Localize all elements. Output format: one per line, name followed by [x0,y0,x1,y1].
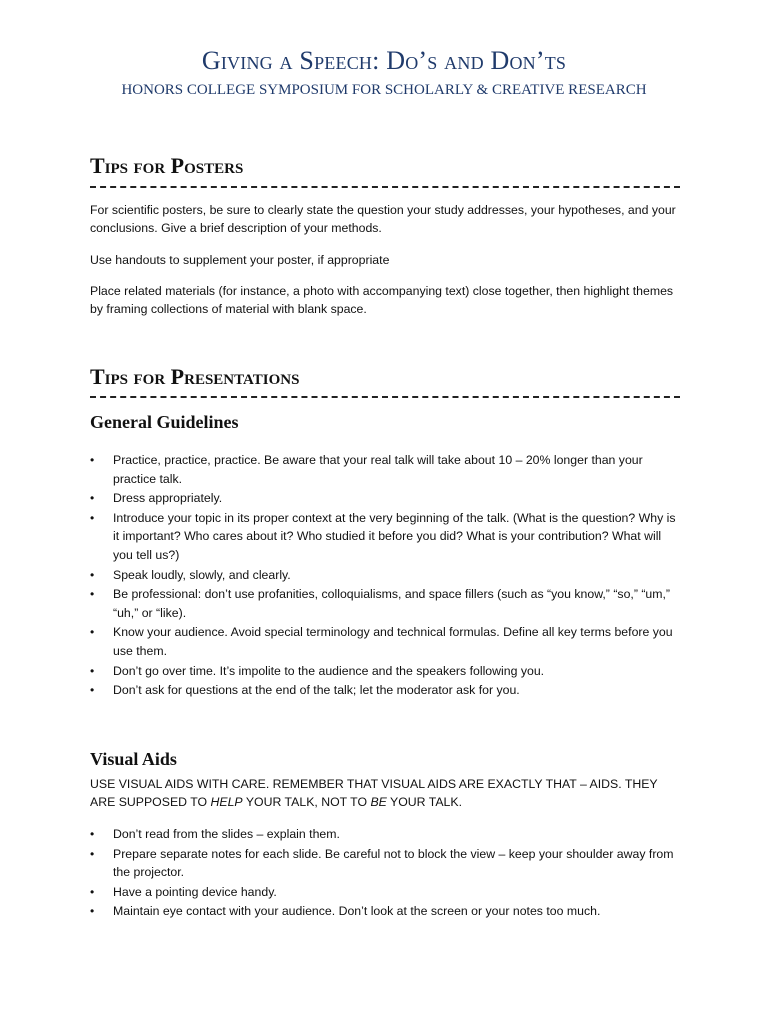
section-divider [90,396,680,398]
bullet-icon: • [90,884,95,899]
section-divider [90,186,680,188]
page-title: Giving a Speech: Do’s and Don’ts [201,46,567,75]
list-item: • Be professional: don’t use profanities, colloquialisms, and space fillers (such as “you know,” “so,” “um,” “uh,” or “like). [90,587,671,620]
bullet-icon: • [90,904,95,919]
list-item: • Dress appropriately. [90,489,682,508]
list-item: • Practice, practice, practice. Be aware that your real talk will take about 10 – 20% longer than your practice talk. [90,453,643,486]
list-item: • Don’t read from the slides – explain them. [90,825,682,844]
bullet-icon: • [90,827,95,841]
bullet-icon: • [90,567,95,582]
list-item: • Know your audience. Avoid special terminology and technical formulas. Define all key terms before you use them. [90,625,673,658]
subheading-general-guidelines: General Guidelines [90,412,239,432]
bullet-icon: • [90,453,95,467]
general-guidelines-list [90,451,682,701]
list-item: • Maintain eye contact with your audience. Don’t look at the screen or your notes too much. [90,902,682,921]
list-item: • Don’t go over time. It’s impolite to the audience and the speakers following you. [90,662,682,681]
list-item: • Introduce your topic in its proper context at the very beginning of the talk. (What is the question? Why is it important? Who cares about it? Who studied it before you did? What is your contribution? What will you tell us?) [90,510,676,562]
poster-tip-paragraph: Place related materials (for instance, a photo with accompanying text) close together, then highlight themes by framing collections of material with blank space. [90,284,674,316]
list-item: • Prepare separate notes for each slide. Be careful not to block the view – keep your shoulder away from the projector. [90,846,674,880]
bullet-icon: • [90,846,95,861]
list-item: • Speak loudly, slowly, and clearly. [90,566,682,585]
section-heading-presentations: Tips for Presentations [90,364,300,389]
list-item: • Have a pointing device handy. [90,883,682,902]
subheading-visual-aids: Visual Aids [90,749,177,769]
bullet-icon: • [90,491,95,506]
bullet-icon: • [90,510,95,525]
page-subtitle: HONORS COLLEGE SYMPOSIUM FOR SCHOLARLY & CREATIVE RESEARCH [121,82,647,98]
poster-tip-paragraph: Use handouts to supplement your poster, if appropriate [90,253,390,267]
bullet-icon: • [90,625,95,640]
visual-aids-intro: USE VISUAL AIDS WITH CARE. REMEMBER THAT VISUAL AIDS ARE EXACTLY THAT – AIDS. THEY ARE SUPPOSED TO HELP YOUR TALK, NOT TO BE YOUR TALK. [90,777,658,809]
visual-aids-list [90,825,682,922]
bullet-icon: • [90,683,95,698]
list-item: • Don’t ask for questions at the end of the talk; let the moderator ask for you. [90,681,682,700]
poster-tip-paragraph: For scientific posters, be sure to clearly state the question your study addresses, your hypotheses, and your conclusions. Give a brief description of your methods. [90,203,676,235]
bullet-icon: • [90,587,95,602]
bullet-icon: • [90,663,95,678]
section-heading-posters: Tips for Posters [90,153,244,178]
